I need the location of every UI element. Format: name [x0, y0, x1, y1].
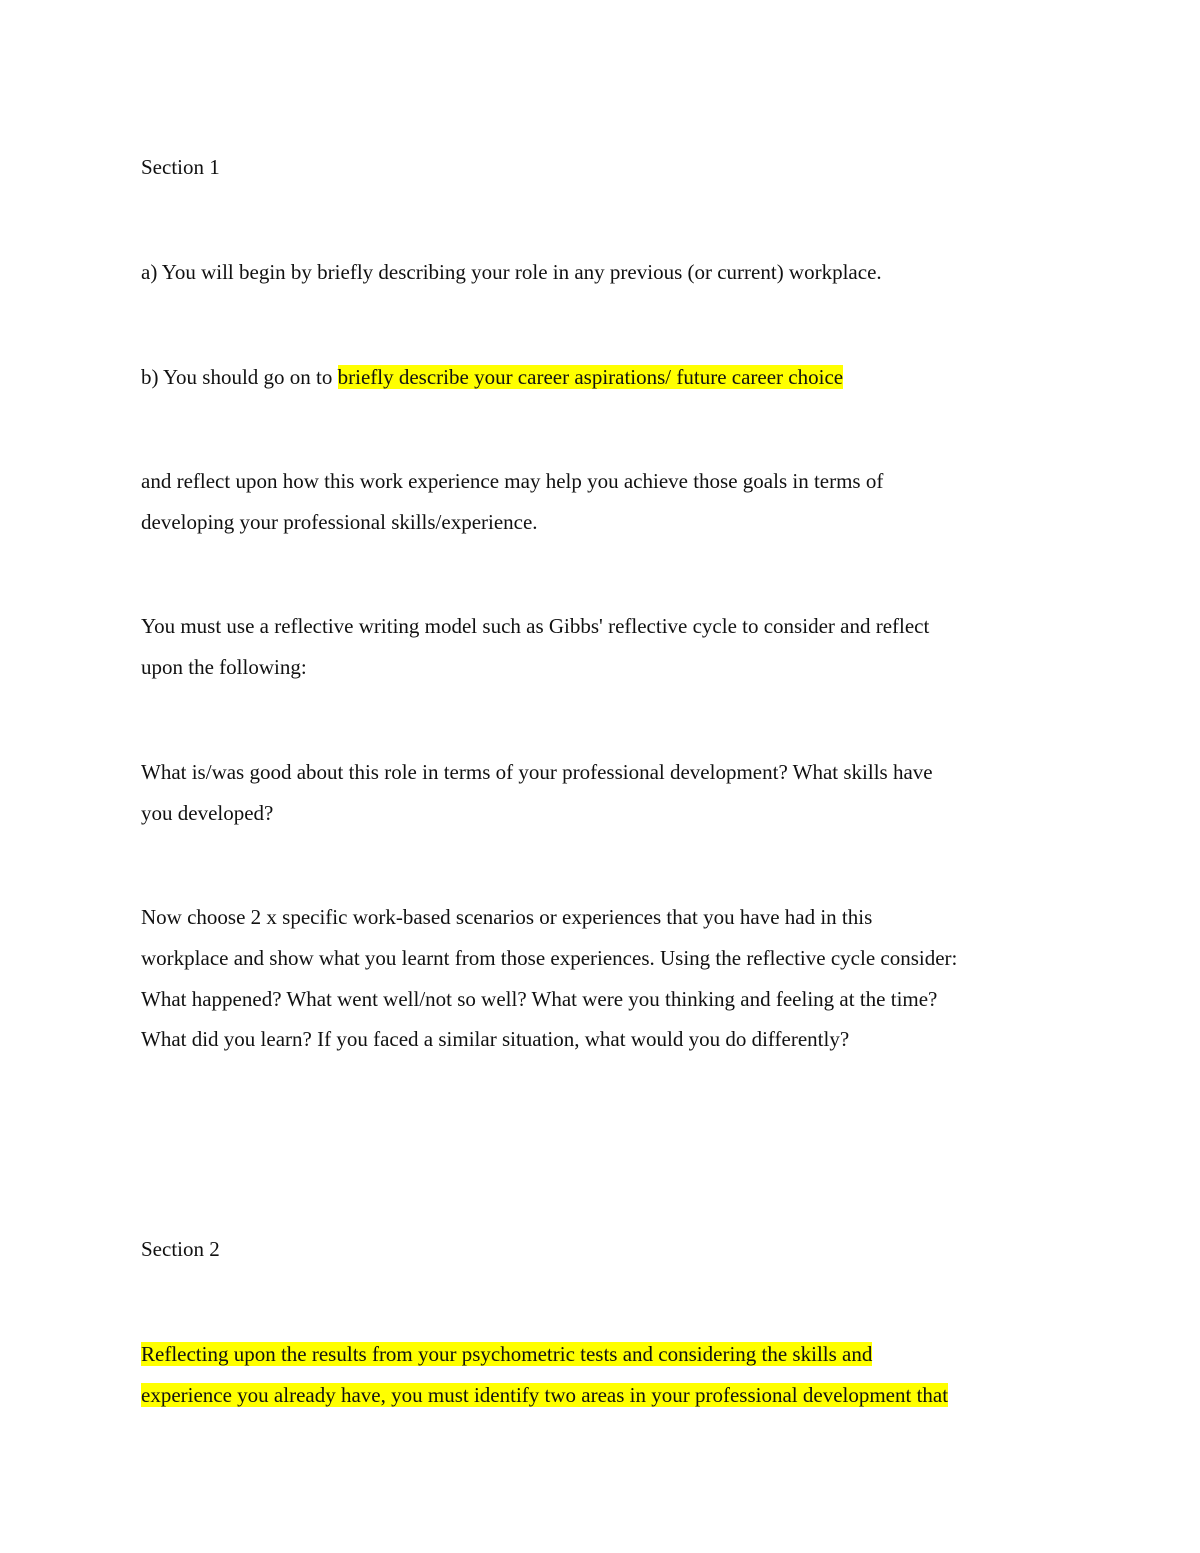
section-1-item-b	[141, 362, 843, 392]
scenario-paragraph-line-4: What did you learn? If you faced a similar situation, what would you do differently?	[141, 1027, 850, 1051]
item-b-highlight: briefly describe your career aspirations/ future career choice	[337, 365, 844, 389]
scenario-paragraph-line-2: workplace and show what you learnt from those experiences. Using the reflective cycle consider:	[141, 946, 958, 970]
model-paragraph-line-2: upon the following:	[141, 655, 307, 679]
section-1-heading: Section 1	[141, 155, 220, 179]
section-2-highlight-line-1	[141, 1339, 872, 1369]
reflect-paragraph-line-2: developing your professional skills/experience.	[141, 510, 538, 534]
section-2-highlight-text-2: experience you already have, you must identify two areas in your professional development that	[141, 1383, 949, 1407]
section-2-highlight-text-1: Reflecting upon the results from your psychometric tests and considering the skills and	[141, 1342, 873, 1366]
item-b-prefix: b) You should go on to	[141, 365, 338, 389]
scenario-paragraph-line-3: What happened? What went well/not so well? What were you thinking and feeling at the time?	[141, 987, 938, 1011]
section-2-heading: Section 2	[141, 1237, 220, 1261]
reflect-paragraph-line-1: and reflect upon how this work experience may help you achieve those goals in terms of	[141, 469, 884, 493]
question-paragraph-line-2: you developed?	[141, 801, 274, 825]
question-paragraph-line-1: What is/was good about this role in terms of your professional development? What skills have	[141, 760, 933, 784]
section-2-highlight-line-2	[141, 1380, 948, 1410]
scenario-paragraph-line-1: Now choose 2 x specific work-based scenarios or experiences that you have had in this	[141, 905, 873, 929]
section-1-item-a: a) You will begin by briefly describing your role in any previous (or current) workplace.	[141, 260, 882, 284]
model-paragraph-line-1: You must use a reflective writing model such as Gibbs' reflective cycle to consider and reflect	[141, 614, 930, 638]
